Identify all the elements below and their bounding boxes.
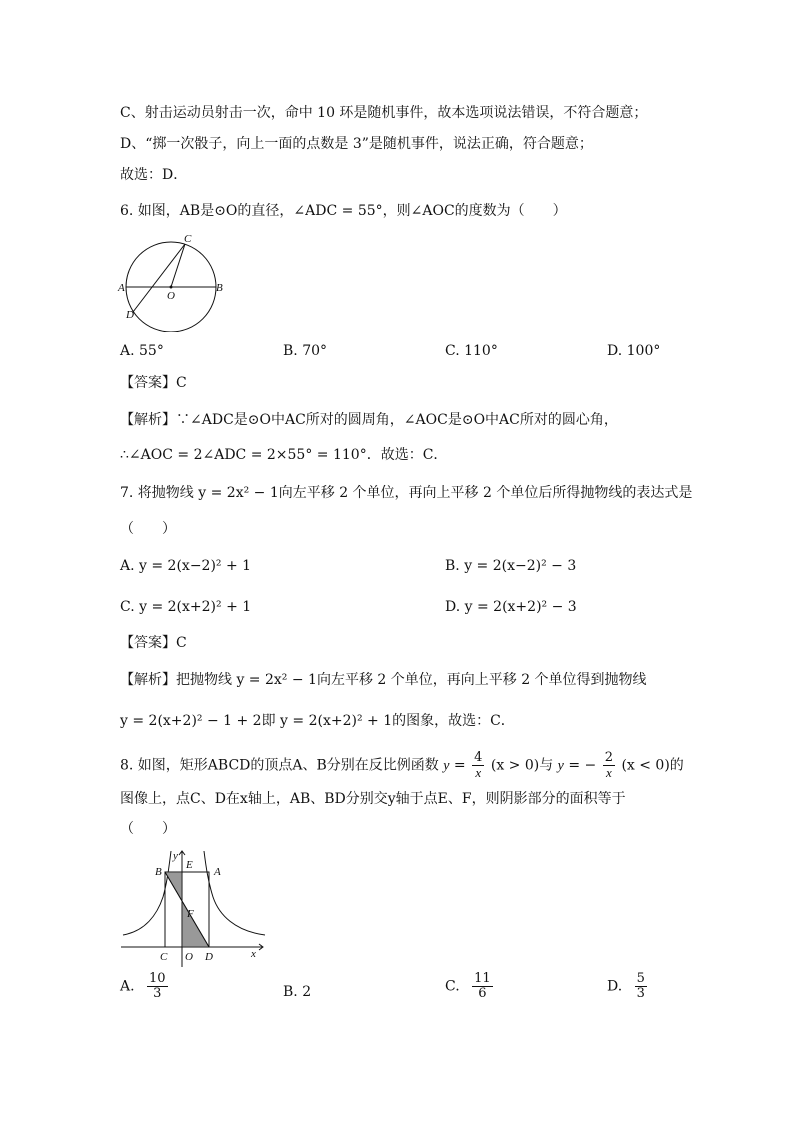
q8-stem-b: 图像上，点C、D在x轴上，AB、BD分别交y轴于点E、F，则阴影部分的面积等于: [120, 791, 626, 807]
q7-analysis-1: 【解析】把抛物线 y = 2x² − 1向左平移 2 个单位，再向上平移 2 个单位得到抛物线: [120, 672, 647, 688]
q8-condition-2: (x < 0)的: [621, 757, 684, 774]
q6-stem: 6. 如图，AB是⊙O的直径，∠ADC = 55°，则∠AOC的度数为（ ）: [120, 203, 567, 219]
q8-option-a[interactable]: A. $\frac{10}{3}$: [120, 971, 166, 1001]
label-o: O: [185, 951, 193, 963]
q8-condition-1: (x > 0)与: [490, 757, 554, 774]
label-e: E: [186, 859, 193, 871]
q7-analysis-2: y = 2(x+2)² − 1 + 2即 y = 2(x+2)² + 1的图象，故选：C．: [120, 713, 515, 729]
label-y: y: [173, 850, 178, 862]
q8-stem-line-1: 8. 如图，矩形ABCD的顶点A、B分别在反比例函数 y = $\frac{4}{x}$ (x > 0)与 y = − $\frac{2}{x}$ (x < 0)的: [120, 750, 684, 780]
text-line-option-d: D、“掷一次骰子，向上一面的点数是 3”是随机事件，说法正确，符合题意；: [120, 136, 593, 152]
q6-option-c[interactable]: C. 110°: [445, 343, 498, 359]
label-x: x: [251, 948, 256, 960]
q7-answer: 【答案】C: [120, 635, 187, 651]
conclusion-line: 故选：D．: [120, 167, 188, 183]
q8-option-c[interactable]: C. $\frac{11}{6}$: [445, 971, 491, 1001]
q7-paren: （ ）: [120, 521, 176, 537]
text-line-option-c: C、射击运动员射击一次，命中 10 环是随机事件，故本选项说法错误，不符合题意；: [120, 105, 648, 121]
q7-stem: 7. 将抛物线 y = 2x² − 1向左平移 2 个单位，再向上平移 2 个单位后所得抛物线的表达式是: [120, 485, 693, 501]
q6-answer: 【答案】C: [120, 375, 187, 391]
q8-stem-a: 8. 如图，矩形ABCD的顶点A、B分别在反比例函数: [120, 757, 439, 774]
q8-option-d[interactable]: D. $\frac{5}{3}$: [607, 971, 645, 1001]
q6-analysis-2: ∴∠AOC = 2∠ADC = 2×55° = 110°．故选：C．: [120, 447, 448, 463]
option-d-fraction: $\frac{5}{3}$: [636, 971, 645, 1001]
option-a-fraction: $\frac{10}{3}$: [149, 971, 166, 1001]
label-o: O: [167, 290, 175, 302]
q6-option-b[interactable]: B. 70°: [283, 343, 328, 359]
label-b: B: [216, 282, 223, 294]
label-a: A: [118, 282, 125, 294]
q8-paren: （ ）: [120, 821, 176, 837]
label-c: C: [184, 233, 192, 245]
q6-analysis-1: 【解析】∵∠ADC是⊙O中AC所对的圆周角，∠AOC是⊙O中AC所对的圆心角，: [120, 412, 618, 428]
q7-option-a[interactable]: A. y = 2(x−2)² + 1: [120, 558, 252, 574]
q7-option-c[interactable]: C. y = 2(x+2)² + 1: [120, 599, 252, 615]
radius-oc: [171, 244, 185, 287]
q6-circle-diagram: [116, 232, 228, 332]
label-c: C: [160, 951, 168, 963]
q7-option-d[interactable]: D. y = 2(x+2)² − 3: [445, 599, 577, 615]
fraction-4-over-x: $\frac{4}{x}$: [474, 750, 483, 780]
center-dot: [170, 286, 173, 289]
hyperbola-left: [123, 851, 171, 935]
label-d: D: [205, 951, 213, 963]
q7-option-b[interactable]: B. y = 2(x−2)² − 3: [445, 558, 577, 574]
fraction-2-over-x: $\frac{2}{x}$: [604, 750, 613, 780]
q6-option-a[interactable]: A. 55°: [120, 343, 164, 359]
label-d: D: [126, 309, 134, 321]
q8-hyperbola-diagram: [115, 845, 275, 970]
label-f: F: [187, 908, 194, 920]
label-a: A: [214, 866, 221, 878]
q8-option-b[interactable]: B. 2: [283, 984, 312, 1000]
option-c-fraction: $\frac{11}{6}$: [474, 971, 491, 1001]
q6-option-d[interactable]: D. 100°: [607, 343, 661, 359]
hyperbola-right: [204, 851, 265, 935]
label-b: B: [155, 866, 162, 878]
